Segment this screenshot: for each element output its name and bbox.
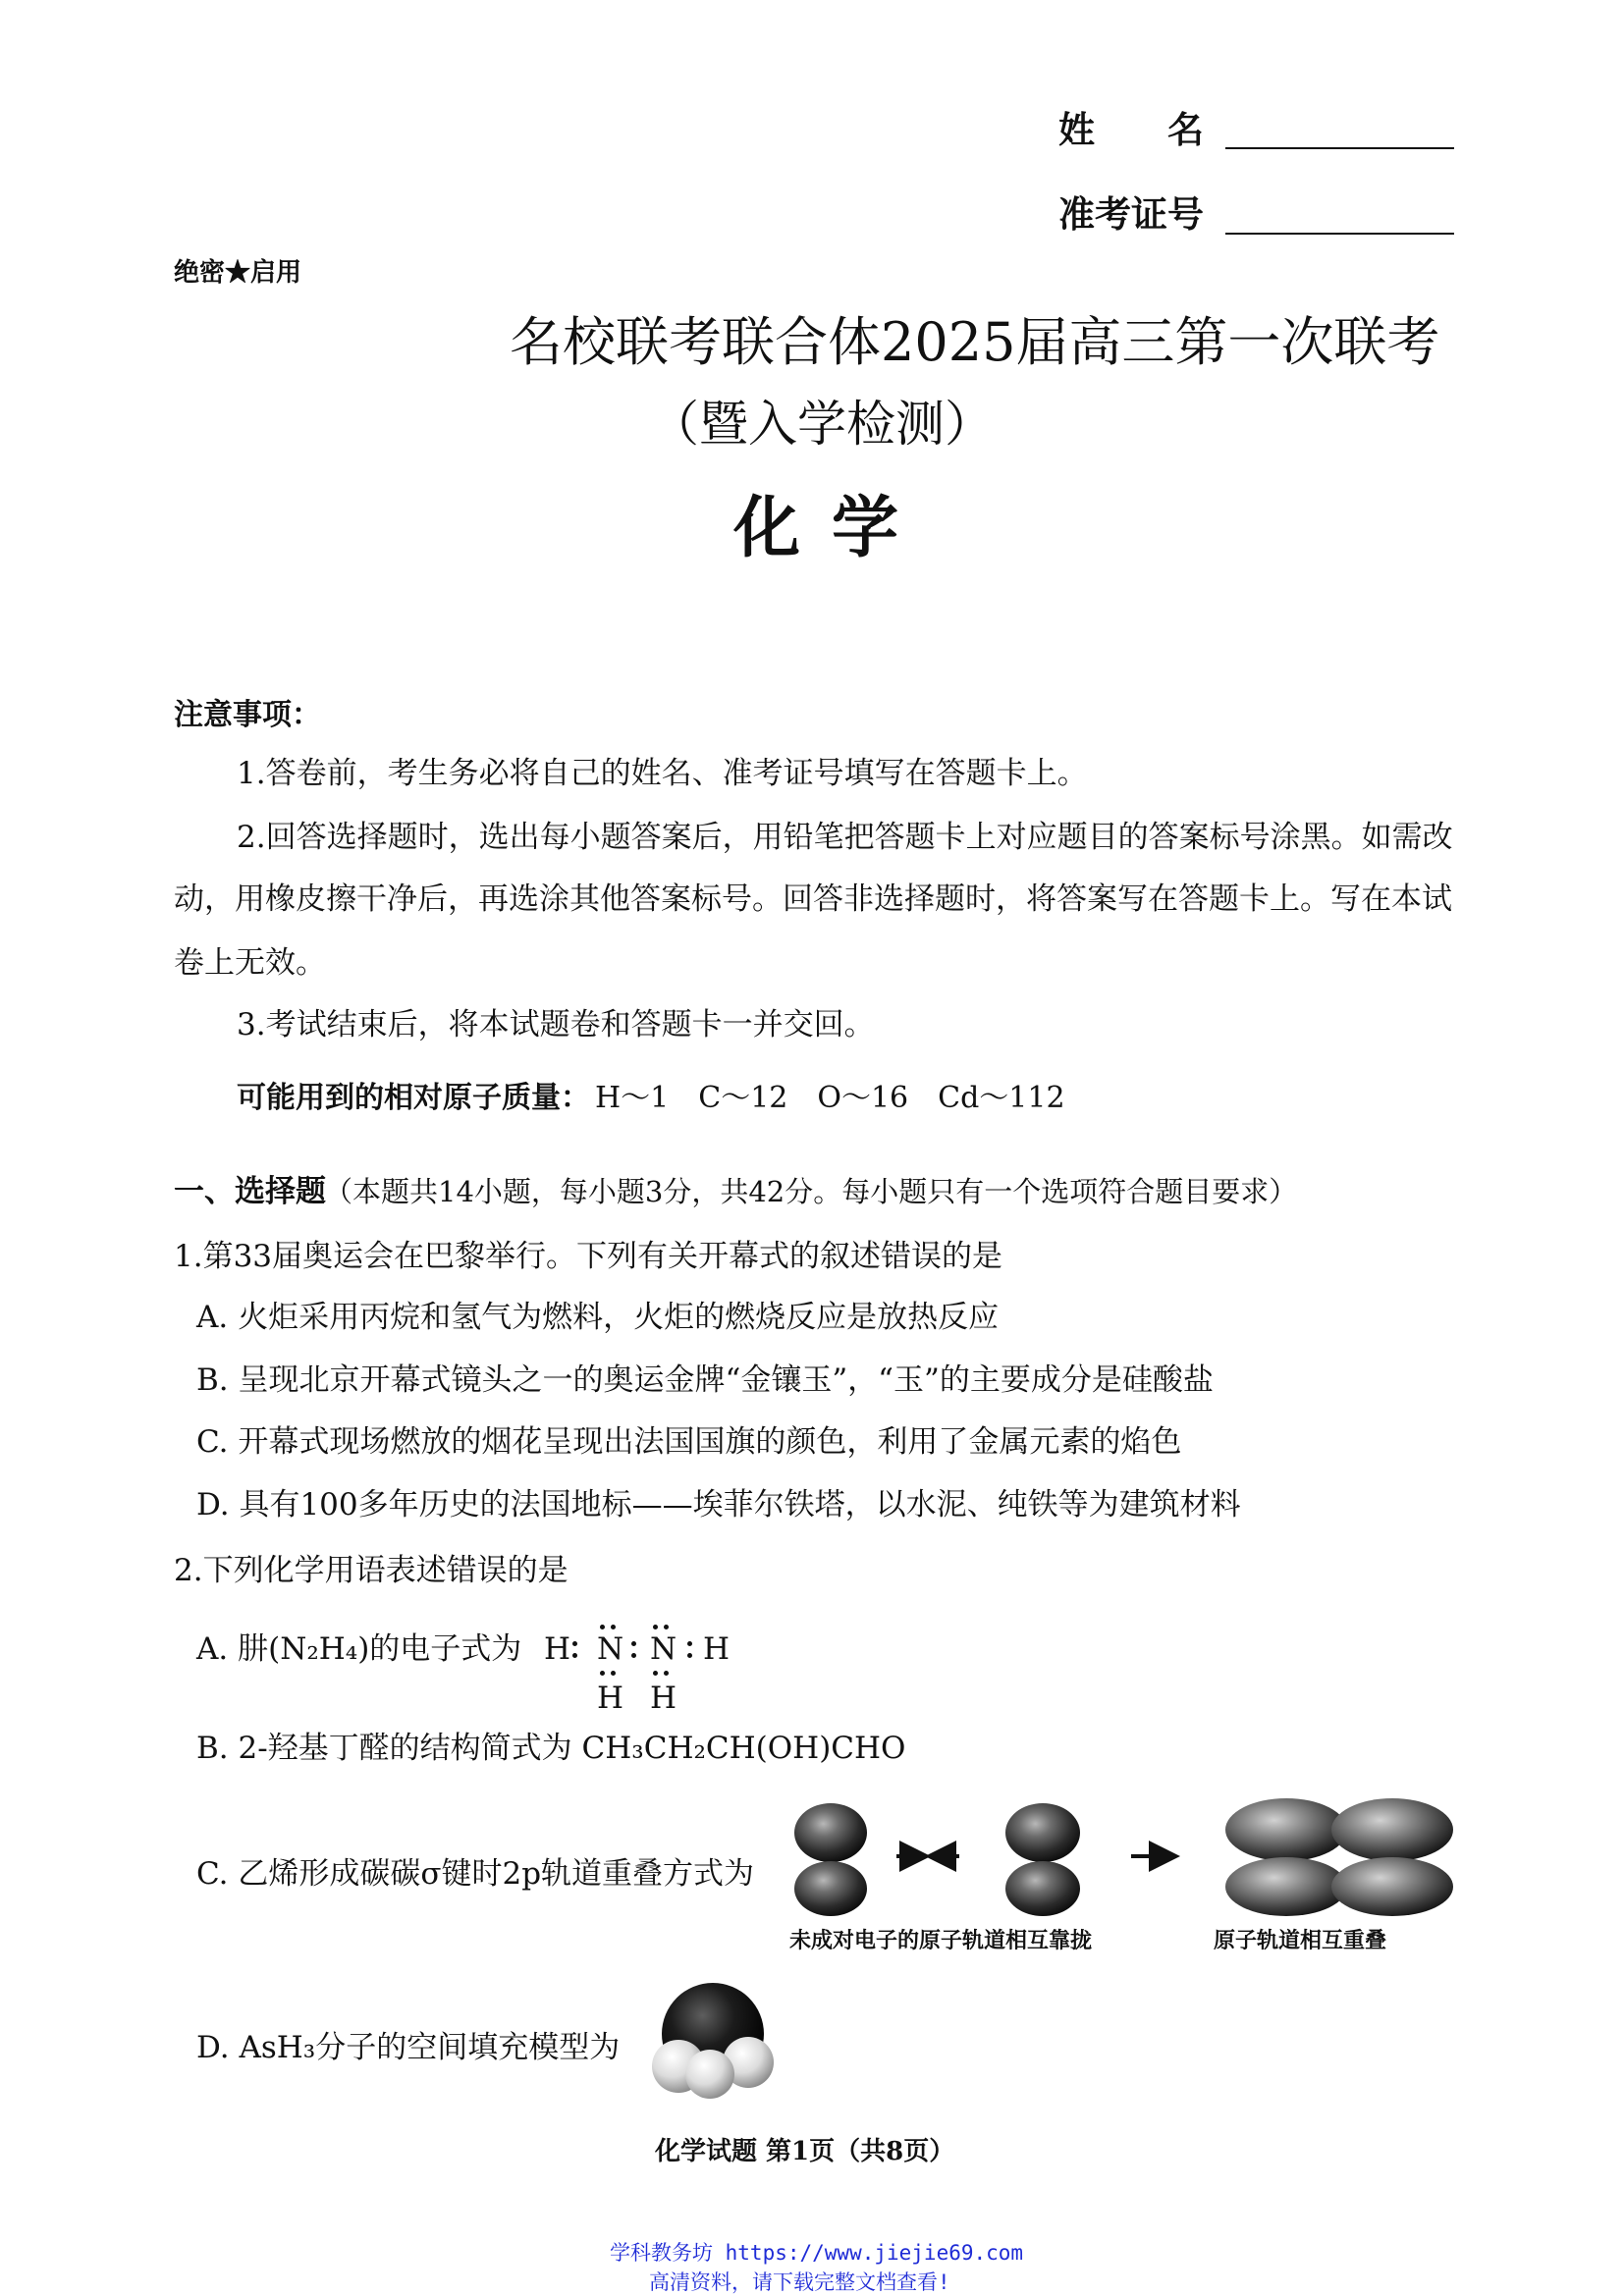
bond-pair-dot bbox=[631, 1653, 636, 1658]
orbital-lobe bbox=[1331, 1857, 1453, 1916]
question-2-stem: 2.下列化学用语表述错误的是 bbox=[174, 1553, 568, 1588]
hydrazine-electron-formula bbox=[540, 1600, 746, 1723]
atom-n: N bbox=[597, 1631, 624, 1667]
bond-pair-dot bbox=[572, 1653, 577, 1658]
lone-pair-dot bbox=[600, 1625, 605, 1629]
name-label: 姓 名 bbox=[1058, 108, 1204, 151]
exam-id-underline bbox=[1225, 233, 1454, 235]
orbital-lobe bbox=[1331, 1798, 1453, 1861]
orbital-lobe bbox=[1005, 1861, 1080, 1916]
question-2-option-a: A. 肼(N₂H₄)的电子式为 bbox=[196, 1631, 522, 1667]
confidential-mark: 绝密★启用 bbox=[174, 258, 302, 288]
exam-subtitle: （暨入学检测） bbox=[650, 396, 994, 453]
bond-pair-dot bbox=[572, 1641, 577, 1646]
exam-title: 名校联考联合体2025届高三第一次联考 bbox=[510, 311, 1440, 373]
orbital-lobe bbox=[794, 1803, 867, 1862]
atom-h: H bbox=[703, 1631, 731, 1667]
orbital-caption-overlap: 原子轨道相互重叠 bbox=[1214, 1928, 1387, 1953]
bond-pair-dot bbox=[600, 1671, 605, 1676]
bond-pair-dot bbox=[687, 1653, 692, 1658]
section-heading: 一、选择题 bbox=[174, 1174, 326, 1209]
bond-pair-dot bbox=[611, 1671, 616, 1676]
question-1-option-c: C. 开幕式现场燃放的烟花呈现出法国国旗的颜色，利用了金属元素的焰色 bbox=[196, 1424, 1182, 1460]
question-2-option-d: D. AsH₃分子的空间填充模型为 bbox=[196, 2030, 621, 2065]
overlapped-p-orbitals bbox=[1225, 1798, 1453, 1916]
source-link[interactable]: 学科教务坊 https://www.jiejie69.com bbox=[610, 2241, 1024, 2265]
notice-line: 卷上无效。 bbox=[174, 945, 326, 981]
download-note: 高清资料，请下载完整文档查看! bbox=[649, 2270, 950, 2294]
ash3-space-filling-model bbox=[643, 1978, 781, 2102]
question-2-option-b: B. 2-羟基丁醛的结构简式为 CH₃CH₂CH(OH)CHO bbox=[196, 1731, 906, 1766]
p-orbital-overlap-figure bbox=[785, 1794, 1463, 1924]
notice-heading: 注意事项： bbox=[174, 698, 321, 732]
orbital-lobe bbox=[1005, 1803, 1080, 1862]
orbital-lobe bbox=[1225, 1857, 1347, 1916]
section-note: （本题共14小题，每小题3分，共42分。每小题只有一个选项符合题目要求） bbox=[324, 1175, 1298, 1208]
notice-line: 动，用橡皮擦干净后，再选涂其他答案标号。回答非选择题时，将答案写在答题卡上。写在本试 bbox=[174, 881, 1452, 917]
lone-pair-dot bbox=[653, 1625, 658, 1629]
hydrogen-atom-sphere bbox=[685, 2050, 734, 2099]
exam-id-label: 准考证号 bbox=[1058, 192, 1204, 236]
bond-pair-dot bbox=[653, 1671, 658, 1676]
notice-line: 2.回答选择题时，选出每小题答案后，用铅笔把答题卡上对应题目的答案标号涂黑。如需改 bbox=[237, 820, 1453, 855]
atomic-mass-label: 可能用到的相对原子质量： bbox=[237, 1081, 590, 1115]
bond-pair-dot bbox=[687, 1641, 692, 1646]
atom-h: H bbox=[597, 1681, 624, 1716]
p-orbital-right bbox=[1005, 1803, 1080, 1916]
question-1-stem: 1.第33届奥运会在巴黎举行。下列有关开幕式的叙述错误的是 bbox=[174, 1239, 1003, 1274]
question-1-option-a: A. 火炬采用丙烷和氢气为燃料，火炬的燃烧反应是放热反应 bbox=[196, 1300, 1000, 1335]
p-orbital-left bbox=[794, 1803, 867, 1916]
lone-pair-dot bbox=[611, 1625, 616, 1629]
subject-title: 化学 bbox=[733, 489, 931, 567]
question-1-option-b: B. 呈现北京开幕式镜头之一的奥运金牌“金镶玉”，“玉”的主要成分是硅酸盐 bbox=[196, 1362, 1214, 1398]
orbital-caption-approach: 未成对电子的原子轨道相互靠拢 bbox=[789, 1928, 1093, 1953]
lone-pair-dot bbox=[664, 1625, 669, 1629]
name-underline bbox=[1225, 147, 1454, 149]
atomic-mass-values: H～1 C～12 O～16 Cd～112 bbox=[595, 1081, 1065, 1115]
notice-line: 3.考试结束后，将本试题卷和答题卡一并交回。 bbox=[237, 1007, 875, 1042]
atom-h: H bbox=[544, 1631, 571, 1667]
question-2-option-c: C. 乙烯形成碳碳σ键时2p轨道重叠方式为 bbox=[196, 1856, 755, 1892]
atom-h: H bbox=[650, 1681, 677, 1716]
notice-line: 1.答卷前，考生务必将自己的姓名、准考证号填写在答题卡上。 bbox=[237, 756, 1088, 791]
orbital-lobe bbox=[794, 1861, 867, 1916]
bond-pair-dot bbox=[664, 1671, 669, 1676]
question-1-option-d: D. 具有100多年历史的法国地标——埃菲尔铁塔，以水泥、纯铁等为建筑材料 bbox=[196, 1487, 1241, 1522]
orbital-lobe bbox=[1225, 1798, 1347, 1861]
atom-n: N bbox=[650, 1631, 677, 1667]
page-footer: 化学试题 第1页（共8页） bbox=[655, 2137, 955, 2166]
bond-pair-dot bbox=[631, 1641, 636, 1646]
